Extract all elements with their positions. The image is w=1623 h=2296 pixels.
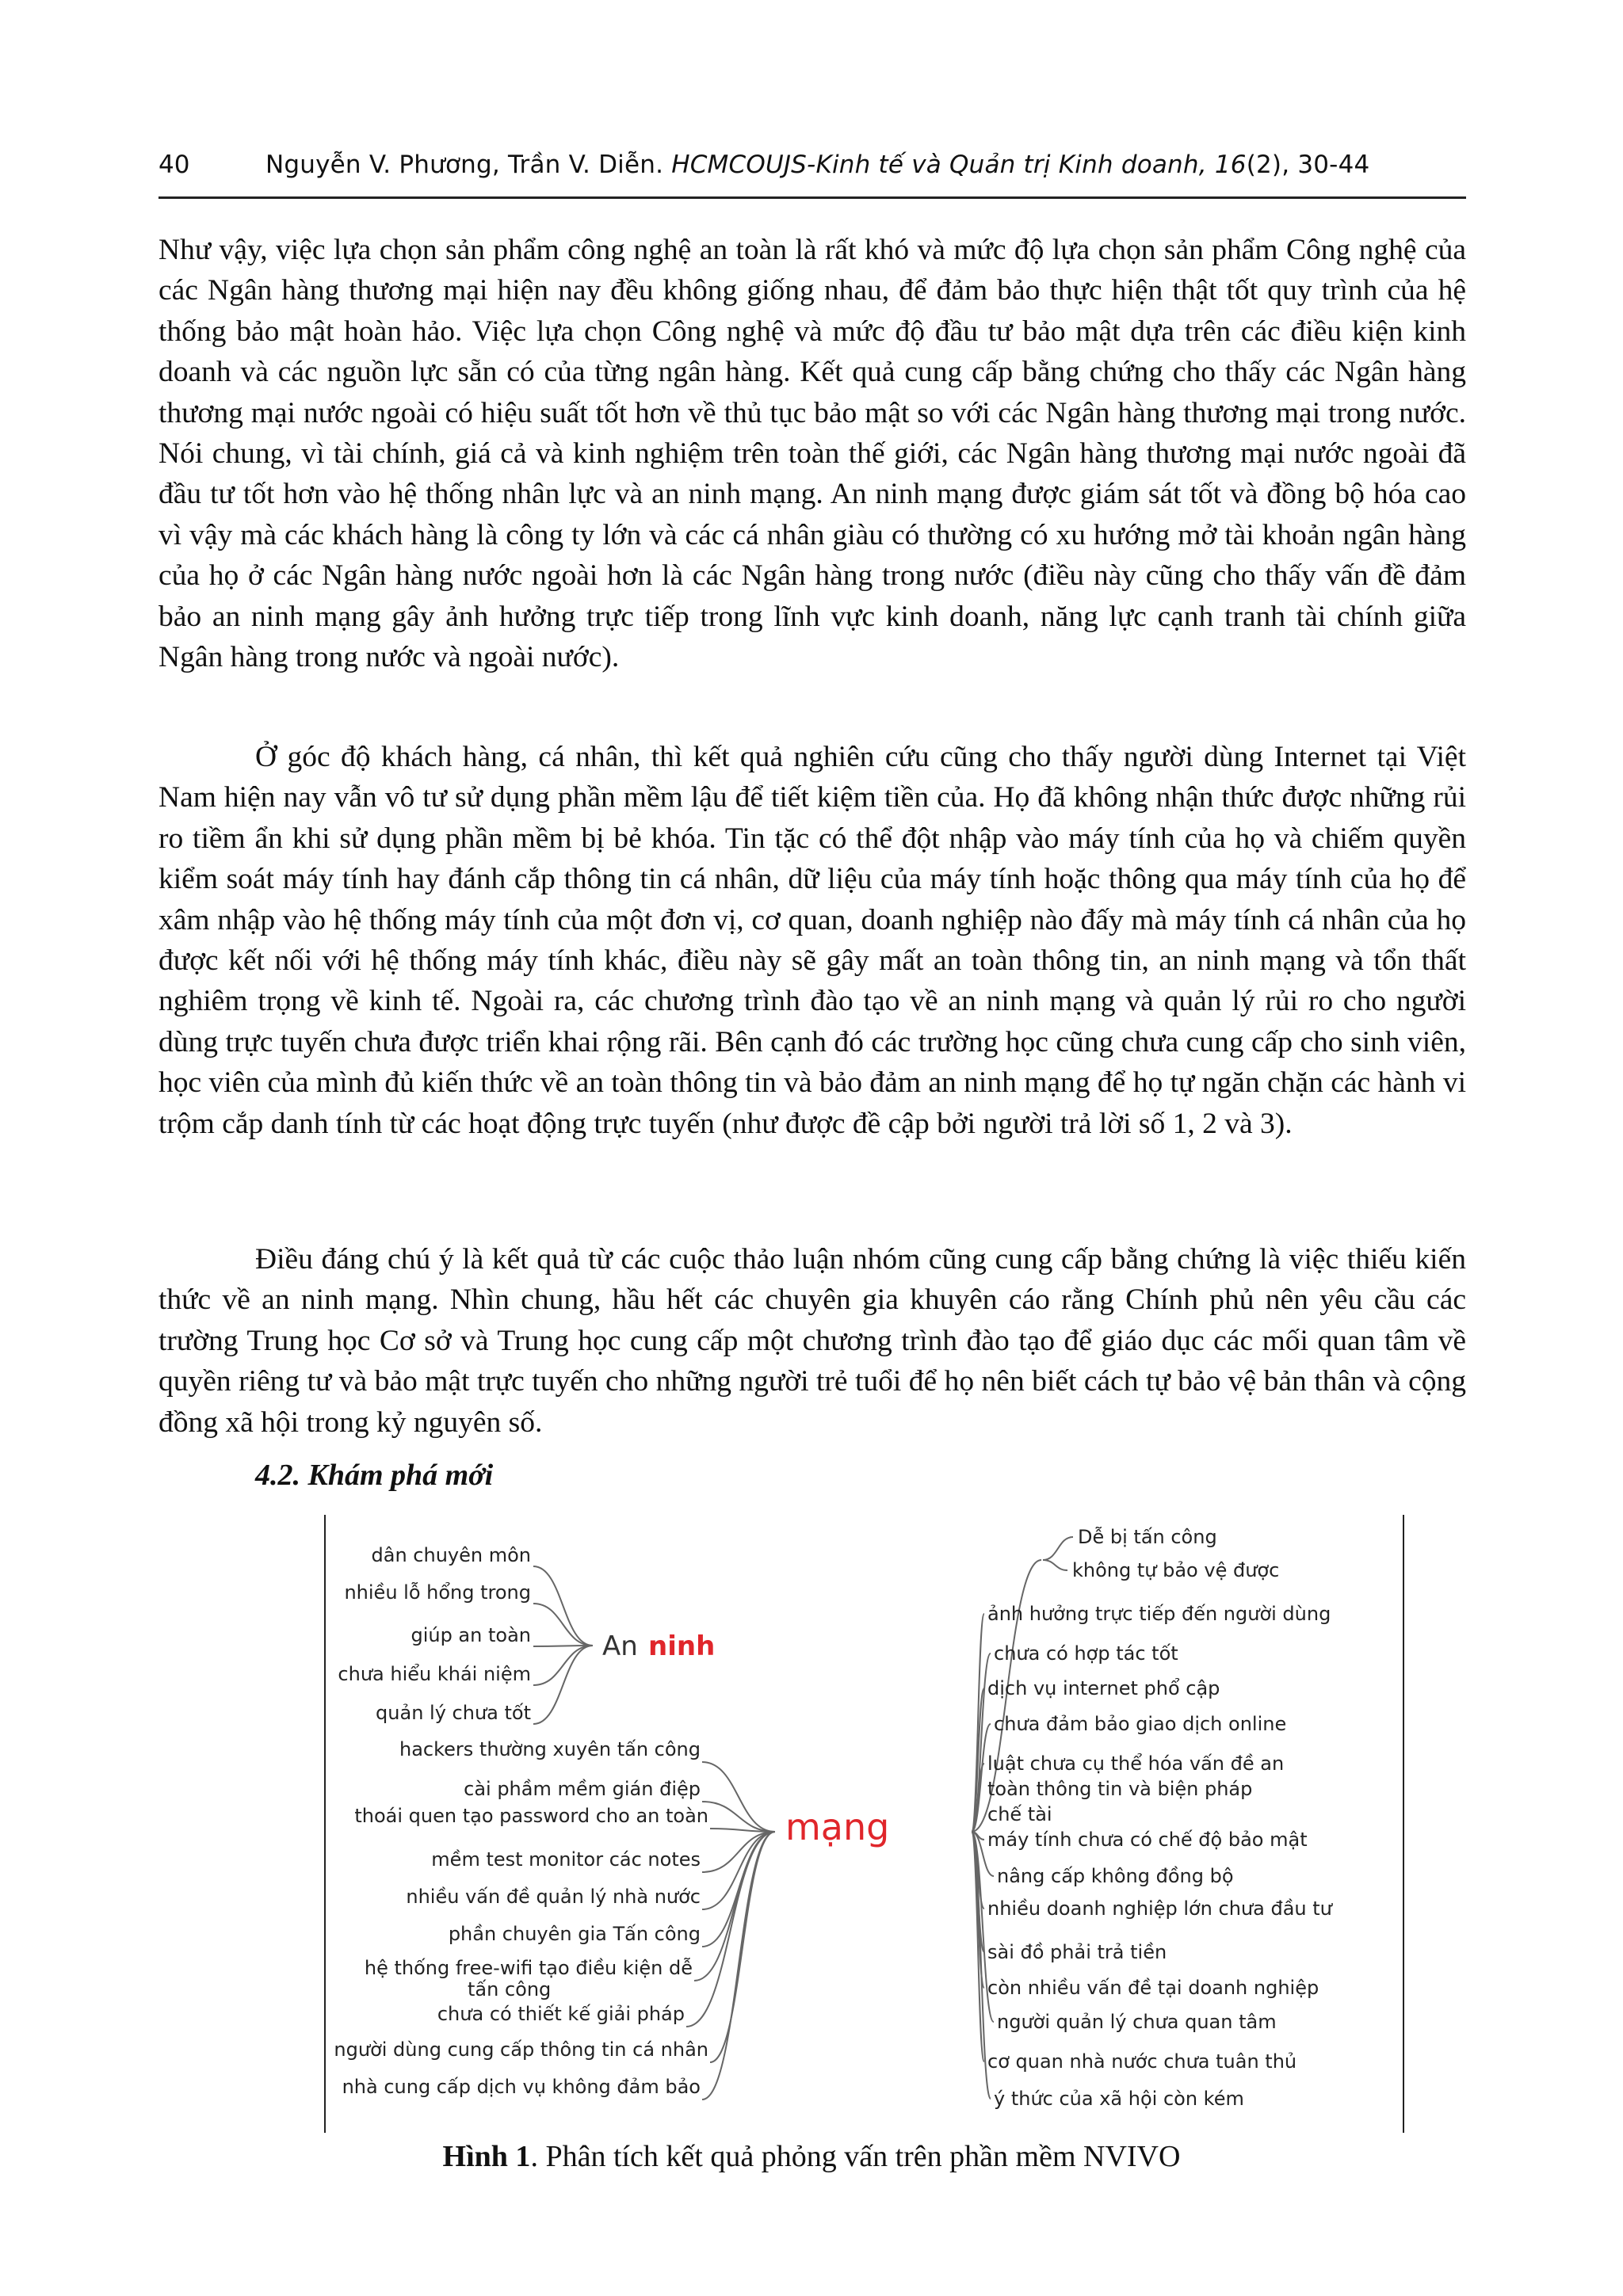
mang-left-branch-label: phần chuyên gia Tấn công: [448, 1923, 701, 1945]
paragraph-1: Như vậy, việc lựa chọn sản phẩm công nghệ an toàn là rất khó và mức độ lựa chọn sản phẩm Công nghệ của các Ngân hàng thương mại hiện nay đều không giống nhau, để đảm bảo thực hiện thật tốt quy trình của hệ thống bảo mật hoàn hảo. Việc lựa chọn Công nghệ và mức độ đầu tư bảo mật dựa trên các điều kiện kinh doanh và các nguồn lực sẵn có của từng ngân hàng. Kết quả cung cấp bằng chứng cho thấy các Ngân hàng thương mại nước ngoài có hiệu suất tốt hơn về thủ tục bảo mật so với các Ngân hàng thương mại trong nước. Nói chung, vì tài chính, giá cả và kinh nghiệm trên toàn thế giới, các Ngân hàng thương mại nước ngoài đã đầu tư tốt hơn vào hệ thống nhân lực và an ninh mạng. An ninh mạng được giám sát tốt và đồng bộ hóa cao vì vậy mà các khách hàng là công ty lớn và các cá nhân giàu có thường có xu hướng mở tài khoản ngân hàng của họ ở các Ngân hàng nước ngoài hơn là các Ngân hàng trong nước (điều này cũng cho thấy vấn đề đảm bảo an ninh mạng gây ảnh hưởng trực tiếp trong lĩnh vực kinh doanh, năng lực cạnh tranh tài chính giữa Ngân hàng trong nước và ngoài nước).: [158, 234, 1466, 674]
mang-left-branch-label: cài phầm mềm gián điệp: [464, 1778, 701, 1800]
header-authors: Nguyễn V. Phương, Trần V. Diễn.: [265, 151, 664, 179]
hub-an-label: An: [602, 1630, 638, 1662]
an-ninh-branch-label: nhiều lỗ hổng trong: [344, 1581, 531, 1604]
hub-ninh-label: ninh: [648, 1630, 716, 1662]
header-journal: HCMCOUJS-Kinh tế và Quản trị Kinh doanh, 16: [671, 151, 1247, 179]
mang-left-connector: [702, 1762, 775, 1832]
an-ninh-connector: [533, 1566, 593, 1646]
header-citation: [265, 151, 1369, 179]
sub-branch-connector: [1043, 1537, 1073, 1560]
mang-right-branch-label: chưa đảm bảo giao dịch online: [994, 1713, 1287, 1735]
caption-label: Hình 1: [442, 2140, 531, 2173]
mind-map-svg: [323, 1515, 1405, 2133]
an-ninh-connector: [533, 1604, 593, 1646]
paragraph-2: Ở góc độ khách hàng, cá nhân, thì kết quả nghiên cứu cũng cho thấy người dùng Internet tại Việt Nam hiện nay vẫn vô tư sử dụng phần mềm lậu để tiết kiệm tiền của. Họ đã không nhận thức được những rủi ro tiềm ẩn khi sử dụng phần mềm bị bẻ khóa. Tin tặc có thể đột nhập vào máy tính của họ và chiếm quyền kiểm soát máy tính hay đánh cắp thông tin cá nhân, dữ liệu của máy tính hoặc thông qua máy tính của họ để xâm nhập vào hệ thống máy tính của một đơn vị, cơ quan, doanh nghiệp nào đấy mà máy tính cá nhân của họ được kết nối với hệ thống máy tính khác, điều này sẽ gây mất an toàn thông tin, an ninh mạng và tổn thất nghiêm trọng về kinh tế. Ngoài ra, các chương trình đào tạo về an ninh mạng và quản lý rủi ro cho người dùng trực tuyến chưa được triển khai rộng rãi. Bên cạnh đó các trường học cũng chưa cung cấp cho sinh viên, học viên của mình đủ kiến thức về an toàn thông tin và bảo đảm an ninh mạng để họ tự ngăn chặn các hành vi trộm cắp danh tính từ các hoạt động trực tuyến (như được đề cập bởi người trả lời số 1, 2 và 3).: [158, 741, 1466, 1140]
mang-left-branch-label: tấn công: [468, 1978, 552, 2000]
mang-left-branch-label: nhà cung cấp dịch vụ không đảm bảo: [342, 2076, 701, 2098]
mang-right-branch-label: chế tài: [987, 1803, 1052, 1825]
mang-right-branch-label: dịch vụ internet phổ cập: [987, 1677, 1220, 1699]
an-ninh-connector: [533, 1646, 593, 1685]
an-ninh-branch-label: chưa hiểu khái niệm: [338, 1663, 531, 1685]
mang-right-branch-label: máy tính chưa có chế độ bảo mật: [987, 1829, 1308, 1851]
hub-mang-label: mạng: [785, 1806, 890, 1848]
mang-left-connector: [710, 1832, 775, 2062]
section-heading: 4.2. Khám phá mới: [255, 1459, 494, 1492]
an-ninh-branch-label: giúp an toàn: [411, 1624, 531, 1646]
mang-right-branch-label: ảnh hưởng trực tiếp đến người dùng: [987, 1603, 1331, 1625]
caption-text: . Phân tích kết quả phỏng vấn trên phần mềm NVIVO: [530, 2140, 1181, 2173]
mang-right-branch-label: toàn thông tin và biện pháp: [987, 1778, 1253, 1800]
page-number: 40: [158, 151, 190, 179]
an-ninh-branch-label: dân chuyên môn: [371, 1544, 531, 1566]
mang-left-branch-label: nhiều vấn đề quản lý nhà nước: [406, 1886, 701, 1908]
mind-map-figure: [323, 1515, 1405, 2133]
mang-left-branch-label: hackers thường xuyên tấn công: [399, 1738, 701, 1760]
mang-right-branch-label: sài đồ phải trả tiền: [987, 1941, 1167, 1963]
mang-right-branch-label: người quản lý chưa quan tâm: [997, 2011, 1277, 2033]
sub-branch-connector: [1043, 1560, 1067, 1570]
paragraph-3: Điều đáng chú ý là kết quả từ các cuộc thảo luận nhóm cũng cung cấp bằng chứng là việc thiếu kiến thức về an ninh mạng. Nhìn chung, hầu hết các chuyên gia khuyên cáo rằng Chính phủ nên yêu cầu các trường Trung học Cơ sở và Trung học cung cấp một chương trình đào tạo để giáo dục các mối quan tâm về quyền riêng tư và bảo mật trực tuyến cho những người trẻ tuổi để họ nên biết cách tự bảo vệ bản thân và cộng đồng xã hội trong kỷ nguyên số.: [158, 1243, 1466, 1439]
mang-left-connector: [702, 1832, 775, 1872]
figure-caption: [0, 2139, 1623, 2174]
mang-right-branch-label: nâng cấp không đồng bộ: [997, 1865, 1234, 1887]
sub-branch-label: Dễ bị tấn công: [1078, 1526, 1217, 1548]
mang-right-branch-label: luật chưa cụ thể hóa vấn đề an: [987, 1753, 1285, 1775]
mang-left-branch-label: người dùng cung cấp thông tin cá nhân: [334, 2039, 708, 2061]
an-ninh-connector: [533, 1646, 593, 1724]
header-issue: (2), 30-44: [1246, 151, 1370, 179]
mang-left-branch-label: hệ thống free-wifi tạo điều kiện dễ: [364, 1957, 693, 1979]
mang-left-branch-label: mềm test monitor các notes: [431, 1848, 701, 1871]
mang-left-connector: [702, 1802, 775, 1832]
sub-branch-label: không tự bảo vệ được: [1072, 1559, 1280, 1581]
mang-right-branch-label: nhiều doanh nghiệp lớn chưa đầu tư: [987, 1897, 1332, 1920]
mang-right-branch-label: cơ quan nhà nước chưa tuân thủ: [987, 2050, 1297, 2073]
mang-right-branch-label: còn nhiều vấn đề tại doanh nghiệp: [987, 1977, 1319, 1999]
mang-right-branch-label: chưa có hợp tác tốt: [994, 1642, 1178, 1665]
mang-left-branch-label: chưa có thiết kế giải pháp: [437, 2003, 685, 2025]
running-header: [158, 151, 1466, 199]
mang-right-branch-label: ý thức của xã hội còn kém: [994, 2088, 1244, 2110]
mang-left-branch-label: thoái quen tạo password cho an toàn: [354, 1805, 708, 1827]
mang-left-connector: [694, 1832, 775, 1981]
an-ninh-branch-label: quản lý chưa tốt: [376, 1702, 531, 1724]
